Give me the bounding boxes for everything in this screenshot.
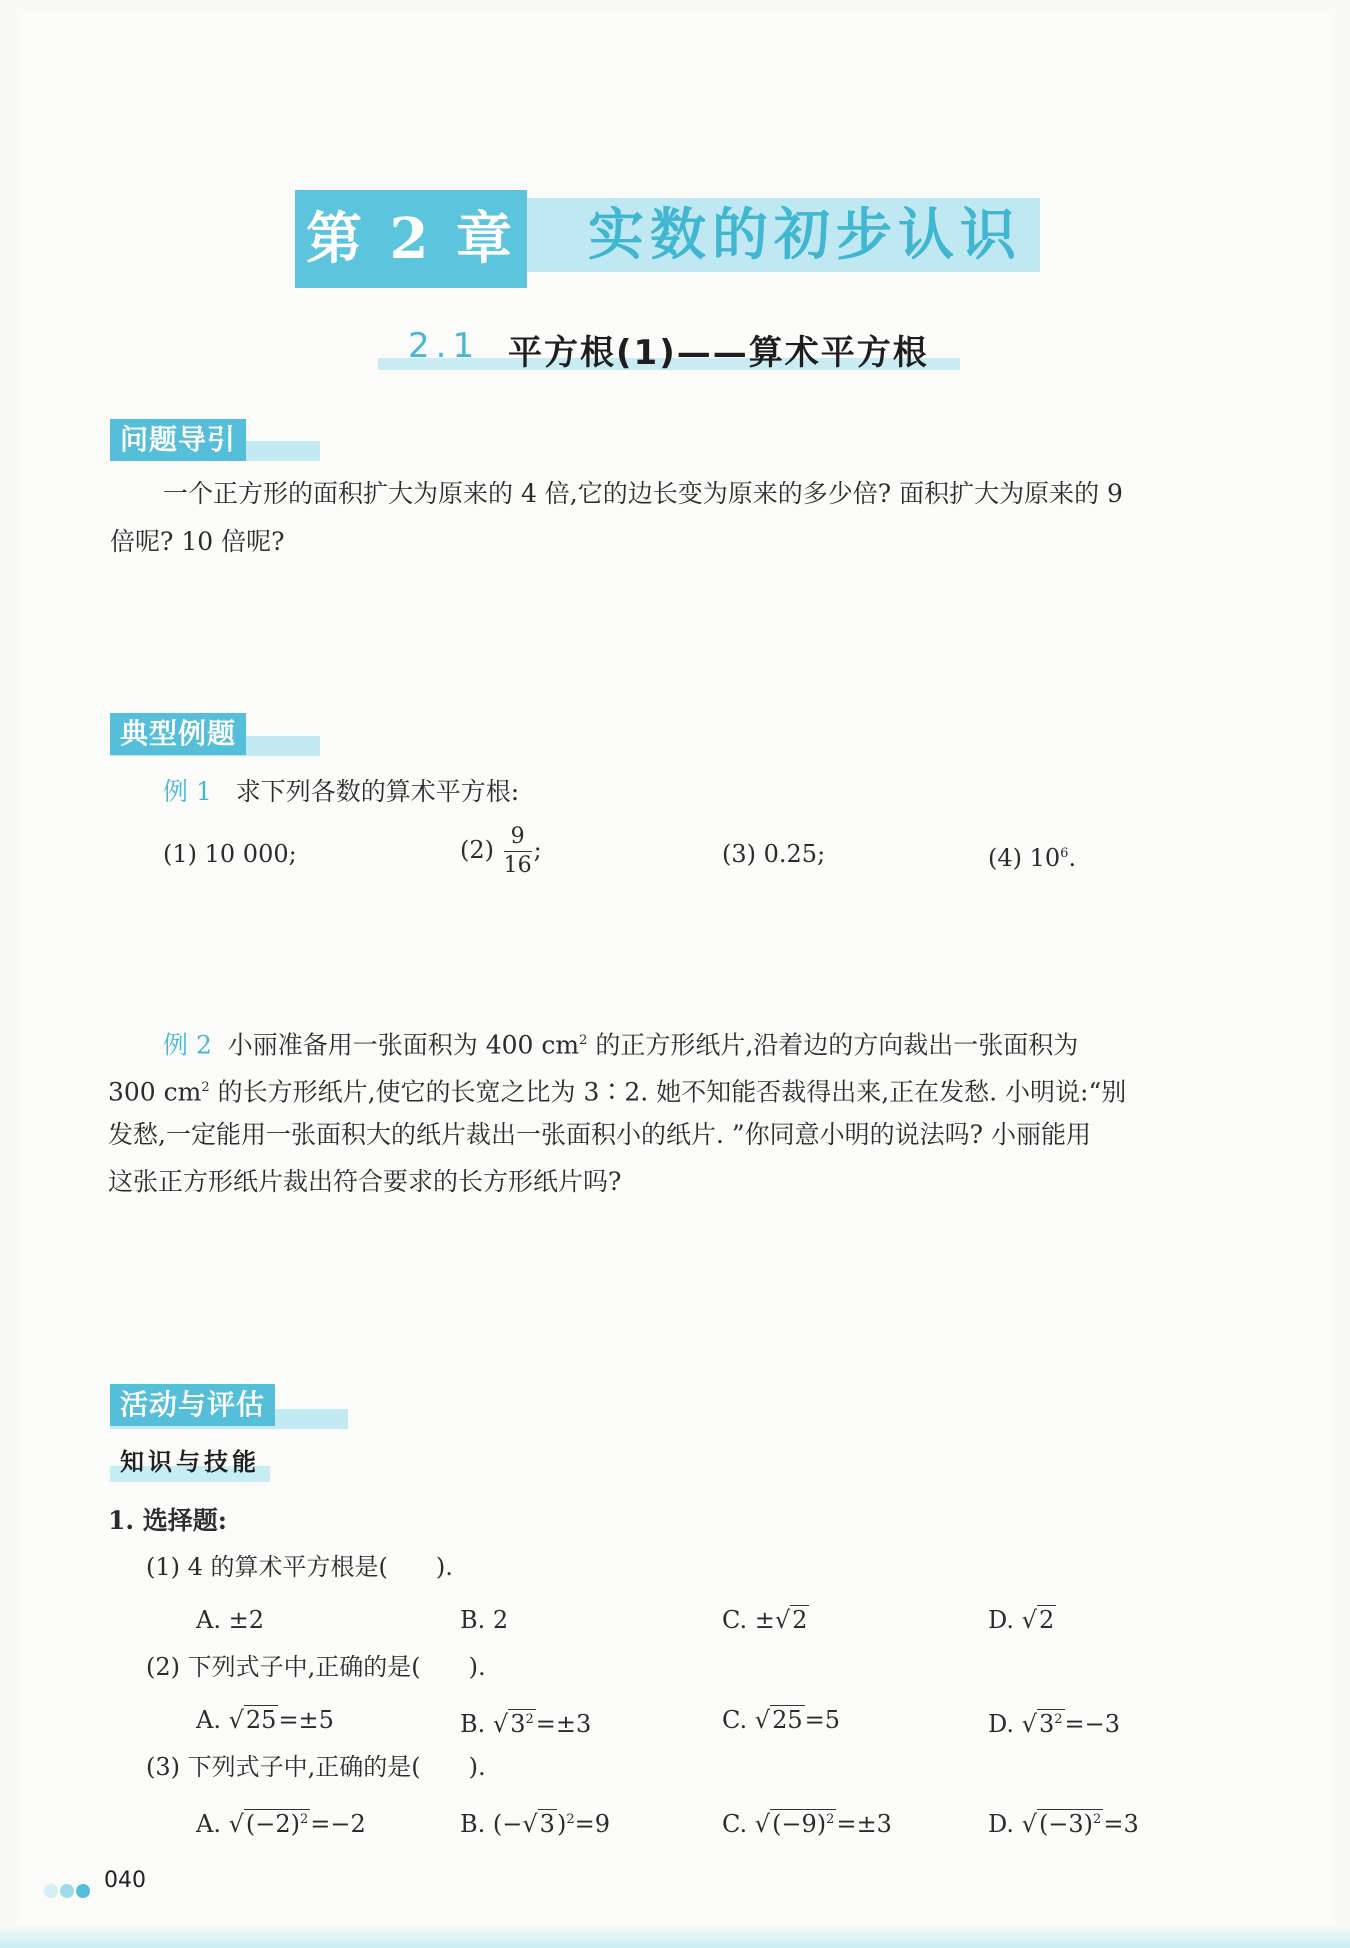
chapter-number: 第 2 章: [306, 206, 516, 272]
q2-stem: (2) 下列式子中,正确的是( ).: [146, 1653, 486, 1681]
q2-option-a: A. √25=±5: [196, 1706, 334, 1734]
activity-tag: 活动与评估: [110, 1384, 275, 1426]
problem-tag: 问题导引: [110, 419, 246, 461]
section-title: 平方根(1)——算术平方根: [508, 333, 929, 373]
q2-option-d: D. $√3^2=-3$: [988, 1710, 1120, 1738]
example1-item-3: (3) 0.25;: [722, 840, 826, 868]
section-number: 2.1: [408, 326, 481, 366]
example2-line-4: 这张正方形纸片裁出符合要求的长方形纸片吗?: [108, 1167, 622, 1196]
example2-line-3: 发愁,一定能用一张面积大的纸片裁出一张面积小的纸片. ”你同意小明的说法吗? 小丽能用: [108, 1120, 1091, 1149]
example1-item-1: (1) 10 000;: [163, 840, 297, 868]
q1-option-c: C. ±√2: [722, 1606, 808, 1634]
example1: [163, 768, 519, 816]
example2-line-2: 300 $cm^2$ 的长方形纸片,使它的长宽之比为 3∶2. 她不知能否裁得出来,正在发愁. 小明说:“别: [108, 1077, 1127, 1107]
q1-option-a: A. ±2: [196, 1606, 264, 1634]
intro-line-1: 一个正方形的面积扩大为原来的 4 倍,它的边长变为原来的多少倍? 面积扩大为原来的 9: [163, 479, 1123, 508]
q2-option-b: B. $√3^2=\pm 3$: [460, 1710, 592, 1738]
page-number: 040: [104, 1868, 146, 1893]
example2-label: 例 2: [163, 1030, 212, 1060]
q3-option-d: D. $√(-3)^2=3$: [988, 1810, 1139, 1838]
example1-item-2: (2) $\frac{9}{16}$ ;: [460, 824, 542, 878]
q1-stem: (1) 4 的算术平方根是( ).: [146, 1553, 453, 1581]
bottom-band: [0, 1926, 1350, 1948]
example1-item-4: (4) $10^6$.: [988, 844, 1077, 872]
q3-stem: (3) 下列式子中,正确的是( ).: [146, 1753, 486, 1781]
q3-option-c: C. $√(-9)^2=\pm 3$: [722, 1810, 892, 1838]
q1-option-d: D. √2: [988, 1606, 1055, 1634]
chapter-title: 实数的初步认识: [588, 202, 1022, 268]
fraction: $\frac{9}{16}$: [503, 824, 532, 878]
skills-subheading: 知识与技能: [110, 1442, 270, 1482]
q2-option-c: C. √25=5: [722, 1706, 840, 1734]
page-dots-icon: [44, 1880, 92, 1899]
intro-line-2: 倍呢? 10 倍呢?: [110, 527, 285, 556]
examples-tag: 典型例题: [110, 713, 246, 755]
question1-title: 1. 选择题:: [108, 1506, 228, 1535]
example1-text: 求下列各数的算术平方根:: [235, 777, 520, 806]
example1-label: 例 1: [163, 777, 212, 806]
q3-option-b: B. $(-√3)^2=9$: [460, 1810, 610, 1838]
q1-option-b: B. 2: [460, 1606, 509, 1634]
q3-option-a: A. $√(-2)^2=-2$: [196, 1810, 366, 1838]
example2-line-1: 例 2 小丽准备用一张面积为 400 $cm^2$ 的正方形纸片,沿着边的方向裁出一张面积为: [163, 1030, 1079, 1060]
